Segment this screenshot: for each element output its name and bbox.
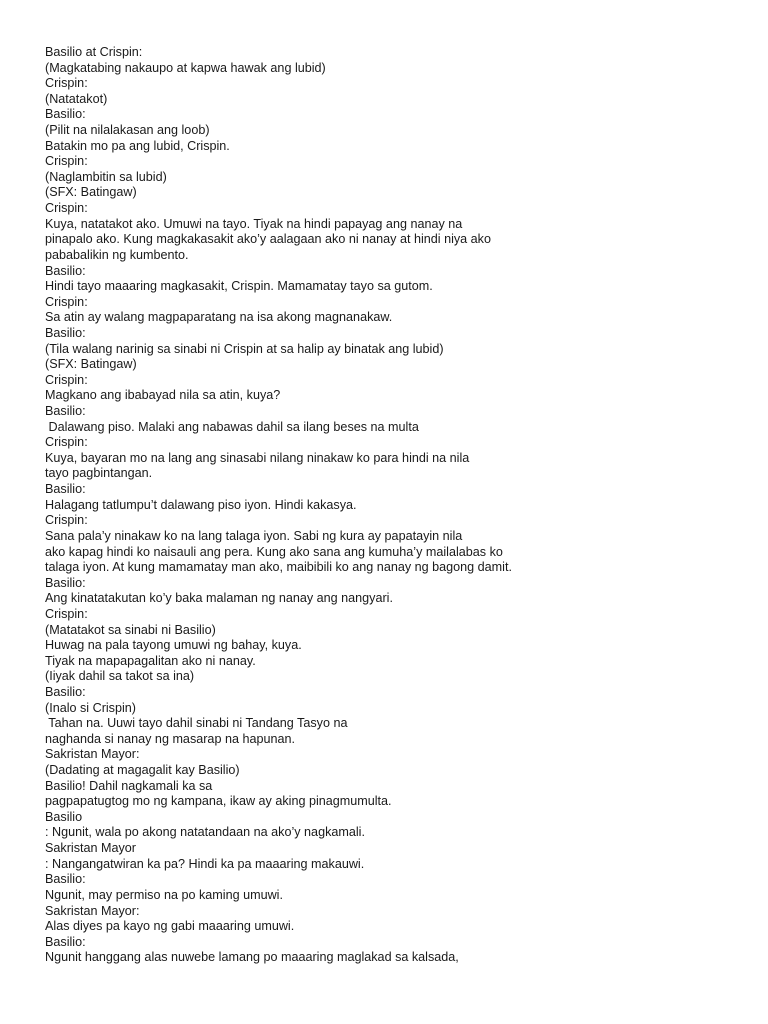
text-line: Crispin: [45, 435, 88, 450]
text-line: Crispin: [45, 76, 88, 91]
text-line: (Inalo si Crispin) [45, 700, 136, 715]
text-line: Basilio: [45, 684, 86, 699]
text-line: Tiyak na mapapagalitan ako ni nanay. [45, 653, 256, 668]
text-line: (Pilit na nilalakasan ang loob) [45, 123, 210, 138]
text-line: (Matatakot sa sinabi ni Basilio) [45, 622, 216, 637]
text-line: : Ngunit, wala po akong natatandaan na ako’y nagkamali. [45, 825, 365, 840]
text-line: ako kapag hindi ko naisauli ang pera. Kung ako sana ang kumuha’y mailalabas ko [45, 544, 503, 559]
text-line: (SFX: Batingaw) [45, 357, 137, 372]
text-line: Crispin: [45, 201, 88, 216]
text-line: Crispin: [45, 154, 88, 169]
text-line: Sa atin ay walang magpaparatang na isa akong magnanakaw. [45, 310, 393, 325]
text-line: Alas diyes pa kayo ng gabi maaaring umuwi. [45, 919, 295, 934]
text-line: naghanda si nanay ng masarap na hapunan. [45, 731, 295, 746]
text-line: Hindi tayo maaaring magkasakit, Crispin. Mamamatay tayo sa gutom. [45, 279, 433, 294]
document-page [45, 45, 745, 966]
text-line: Basilio: [45, 263, 86, 278]
text-line: talaga iyon. At kung mamamatay man ako, maibibili ko ang nanay ng bagong damit. [45, 560, 512, 575]
text-line: tayo pagbintangan. [45, 466, 153, 481]
text-line: Ngunit hanggang alas nuwebe lamang po maaaring maglakad sa kalsada, [45, 950, 459, 965]
text-line: : Nangangatwiran ka pa? Hindi ka pa maaaring makauwi. [45, 856, 365, 871]
text-line: Basilio [45, 809, 83, 824]
text-line: Basilio: [45, 872, 86, 887]
text-line: Tahan na. Uuwi tayo dahil sinabi ni Tandang Tasyo na [45, 716, 348, 731]
text-line: Basilio! Dahil nagkamali ka sa [45, 778, 213, 793]
text-line: (Naglambitin sa lubid) [45, 169, 167, 184]
text-line: Sakristan Mayor: [45, 747, 140, 762]
text-line: Batakin mo pa ang lubid, Crispin. [45, 138, 230, 153]
text-line: Basilio: [45, 325, 86, 340]
text-line: Sana pala’y ninakaw ko na lang talaga iyon. Sabi ng kura ay papatayin nila [45, 528, 463, 543]
text-line: Kuya, bayaran mo na lang ang sinasabi nilang ninakaw ko para hindi na nila [45, 450, 470, 465]
text-line: Basilio: [45, 482, 86, 497]
text-line: (Tila walang narinig sa sinabi ni Crispin at sa halip ay binatak ang lubid) [45, 341, 444, 356]
text-line: Magkano ang ibabayad nila sa atin, kuya? [45, 388, 281, 403]
text-line: Basilio: [45, 404, 86, 419]
text-line: Basilio: [45, 107, 86, 122]
text-line: Crispin: [45, 372, 88, 387]
text-line: (SFX: Batingaw) [45, 185, 137, 200]
text-line: Kuya, natatakot ako. Umuwi na tayo. Tiyak na hindi papayag ang nanay na [45, 216, 463, 231]
text-line: Crispin: [45, 513, 88, 528]
text-line: Crispin: [45, 294, 88, 309]
text-line: (Magkatabing nakaupo at kapwa hawak ang lubid) [45, 60, 326, 75]
text-line: Basilio: [45, 575, 86, 590]
text-line: Ang kinatatakutan ko’y baka malaman ng nanay ang nangyari. [45, 591, 393, 606]
text-line: Dalawang piso. Malaki ang nabawas dahil sa ilang beses na multa [45, 419, 419, 434]
text-line: Ngunit, may permiso na po kaming umuwi. [45, 887, 283, 902]
text-line: (Natatakot) [45, 91, 108, 106]
text-line: Sakristan Mayor [45, 841, 136, 856]
text-line: Basilio at Crispin: [45, 45, 143, 59]
text-line: Huwag na pala tayong umuwi ng bahay, kuya. [45, 638, 302, 653]
text-line: (Iiyak dahil sa takot sa ina) [45, 669, 195, 684]
text-line: Halagang tatlumpu’t dalawang piso iyon. Hindi kakasya. [45, 497, 357, 512]
text-line: Sakristan Mayor: [45, 903, 140, 918]
text-line: (Dadating at magagalit kay Basilio) [45, 763, 240, 778]
text-line: Basilio: [45, 934, 86, 949]
text-line: pinapalo ako. Kung magkakasakit ako’y aalagaan ako ni nanay at hindi niya ako [45, 232, 491, 247]
text-line: pagpapatugtog mo ng kampana, ikaw ay aking pinagmumulta. [45, 794, 392, 809]
text-line: Crispin: [45, 606, 88, 621]
text-line: pababalikin ng kumbento. [45, 247, 189, 262]
